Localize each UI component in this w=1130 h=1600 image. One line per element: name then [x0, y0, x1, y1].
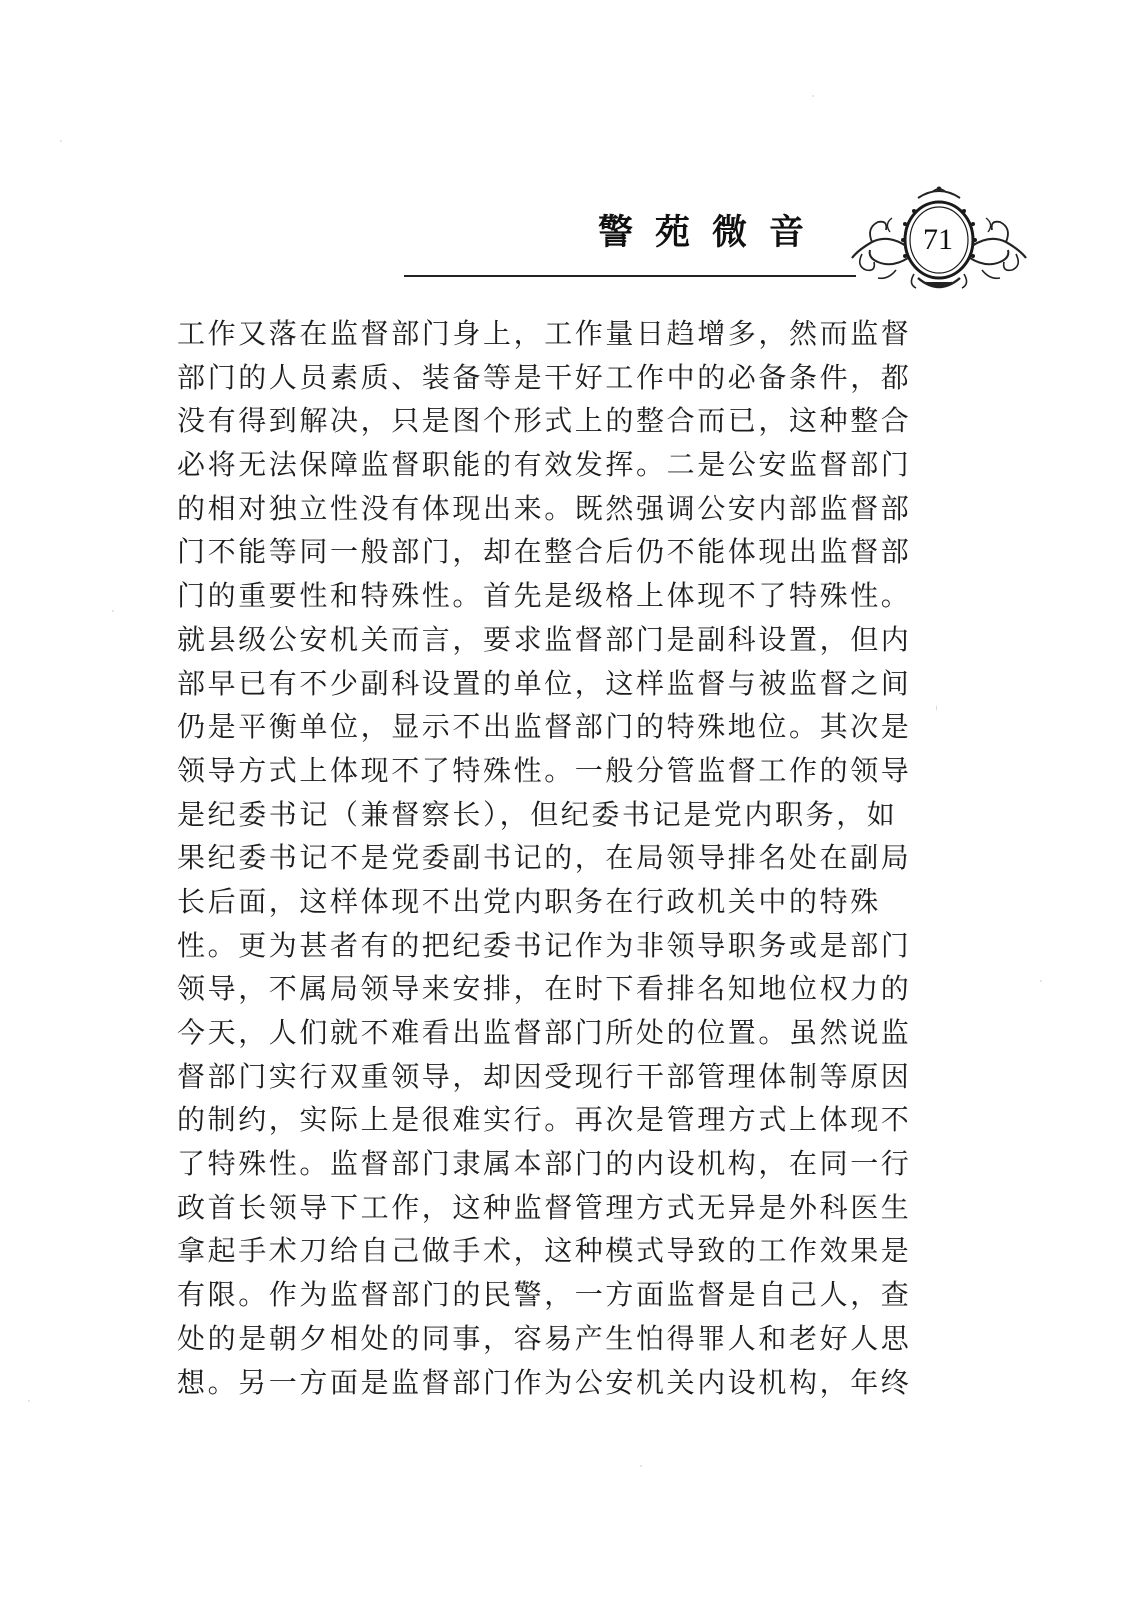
scan-speck	[60, 140, 62, 142]
text-line: 督部门实行双重领导，却因受现行干部管理体制等原因	[177, 1059, 912, 1093]
text-line: 部早已有不少副科设置的单位，这样监督与被监督之间	[177, 666, 912, 700]
text-line: 性。更为甚者有的把纪委书记作为非领导职务或是部门	[177, 928, 912, 962]
page-number: 71	[923, 223, 953, 256]
text-line: 长后面，这样体现不出党内职务在行政机关中的特殊	[177, 884, 881, 918]
scan-speck	[28, 1400, 30, 1402]
scan-speck	[936, 705, 937, 711]
text-line: 的相对独立性没有体现出来。既然强调公安内部监督部	[177, 491, 912, 525]
text-line: 工作又落在监督部门身上，工作量日趋增多，然而监督	[177, 317, 912, 350]
running-header-title: 警苑微音	[598, 213, 827, 253]
text-line: 领导，不属局领导来安排，在时下看排名知地位权力的	[177, 972, 912, 1006]
scan-speck	[1040, 980, 1042, 982]
text-line: 政首长领导下工作，这种监督管理方式无异是外科医生	[177, 1190, 912, 1224]
body-text	[177, 312, 912, 1404]
text-line: 没有得到解决，只是图个形式上的整合而已，这种整合	[177, 404, 912, 438]
text-line: 的制约，实际上是很难实行。再次是管理方式上体现不	[177, 1103, 912, 1137]
text-line: 必将无法保障监督职能的有效发挥。二是公安监督部门	[177, 448, 912, 482]
text-line: 今天，人们就不难看出监督部门所处的位置。虽然说监	[177, 1016, 912, 1049]
text-line: 处的是朝夕相处的同事，容易产生怕得罪人和老好人思	[177, 1321, 912, 1355]
header-rule	[404, 275, 856, 277]
scan-speck	[112, 610, 114, 612]
scan-speck	[640, 1465, 642, 1467]
text-line: 门的重要性和特殊性。首先是级格上体现不了特殊性。	[177, 579, 912, 613]
text-line: 果纪委书记不是党委副书记的，在局领导排名处在副局	[177, 841, 912, 875]
text-line: 想。另一方面是监督部门作为公安机关内设机构，年终	[177, 1365, 912, 1399]
scan-speck	[812, 95, 814, 97]
text-line: 领导方式上体现不了特殊性。一般分管监督工作的领导	[177, 753, 912, 787]
text-line: 仍是平衡单位，显示不出监督部门的特殊地位。其次是	[177, 710, 912, 744]
text-line: 门不能等同一般部门，却在整合后仍不能体现出监督部	[177, 535, 912, 569]
text-line: 拿起手术刀给自己做手术，这种模式导致的工作效果是	[177, 1234, 912, 1268]
text-line: 部门的人员素质、装备等是干好工作中的必备条件，都	[177, 360, 912, 394]
text-line: 有限。作为监督部门的民警，一方面监督是自己人，查	[177, 1278, 912, 1312]
text-line: 是纪委书记（兼督察长），但纪委书记是党内职务，如	[177, 797, 898, 831]
text-line: 就县级公安机关而言，要求监督部门是副科设置，但内	[177, 622, 912, 656]
text-line: 了特殊性。监督部门隶属本部门的内设机构，在同一行	[177, 1147, 912, 1181]
